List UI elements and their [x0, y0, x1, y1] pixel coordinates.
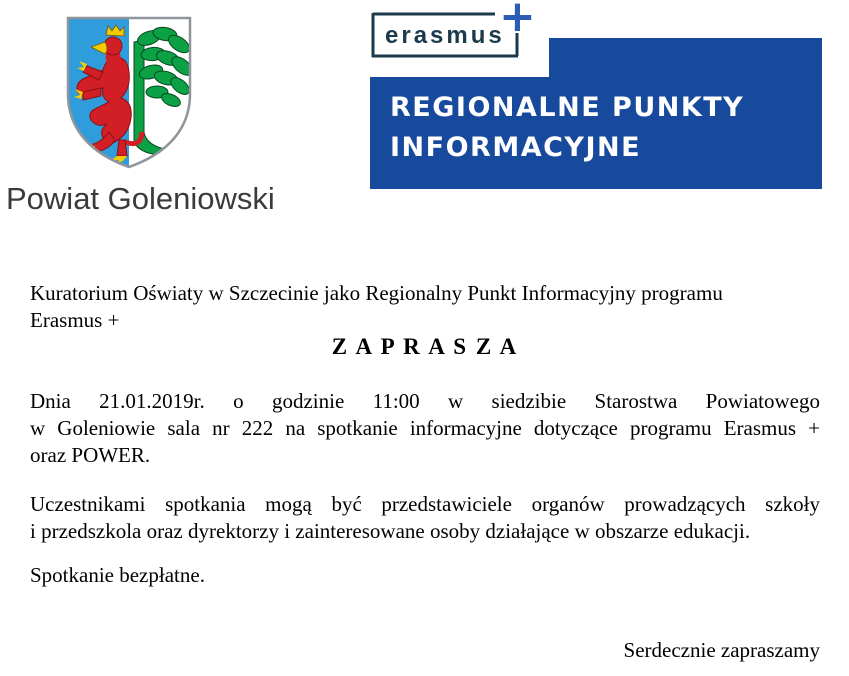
banner-title-line1: REGIONALNE PUNKTY	[390, 92, 745, 123]
intro-paragraph	[30, 280, 820, 334]
coat-of-arms-label: Powiat Goleniowski	[6, 181, 275, 216]
banner-title-line2: INFORMACYJNE	[390, 132, 642, 163]
participants-line-1: Uczestnikami spotkania mogą być przedstawiciele organów prowadzących szkoły	[30, 492, 820, 516]
event-details-paragraph	[30, 388, 820, 469]
free-meeting-note: Spotkanie bezpłatne.	[30, 563, 205, 587]
event-details-line-1: Dnia 21.01.2019r. o godzinie 11:00 w siedzibie Starostwa Powiatowego	[30, 389, 820, 413]
closing-line: Serdecznie zapraszamy	[623, 638, 820, 662]
invitation-heading: Z A P R A S Z A	[331, 334, 519, 359]
letter-body	[30, 0, 820, 676]
intro-line-2: Erasmus +	[30, 308, 120, 332]
event-details-line-2: w Goleniowie sala nr 222 na spotkanie informacyjne dotyczące programu Erasmus +	[30, 416, 820, 440]
participants-line-2: i przedszkola oraz dyrektorzy i zainteresowane osoby działające w obszarze edukacji.	[30, 519, 751, 543]
participants-paragraph	[30, 491, 820, 545]
intro-line-1: Kuratorium Oświaty w Szczecinie jako Regionalny Punkt Informacyjny programu	[30, 281, 723, 305]
plus-icon: +	[499, 0, 536, 42]
erasmus-wordmark: erasmus	[385, 22, 505, 49]
event-details-line-3: oraz POWER.	[30, 443, 151, 467]
